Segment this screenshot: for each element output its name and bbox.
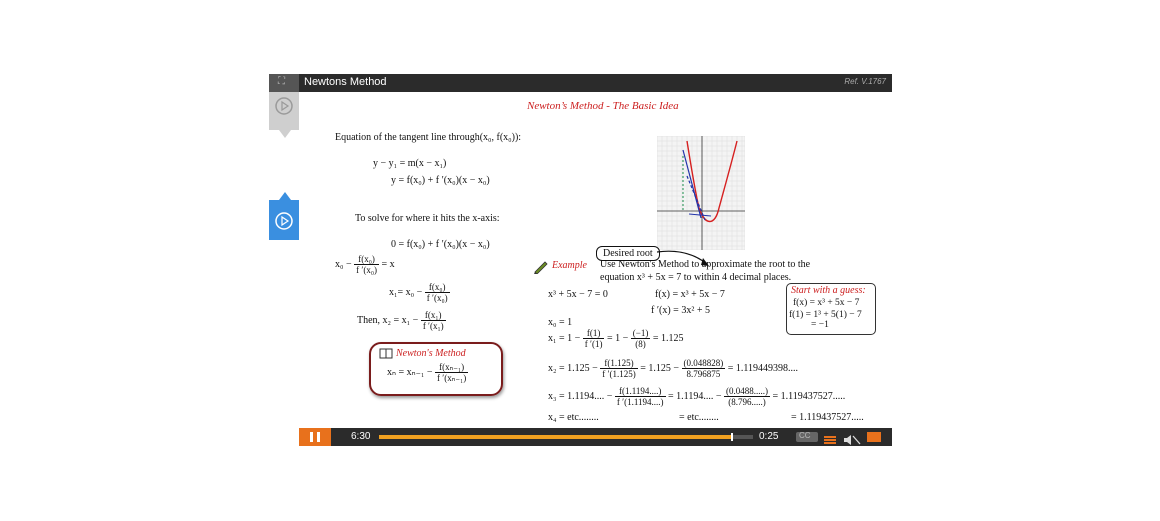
x1-left: x₁ = 1 − xyxy=(548,332,581,344)
numerator: f(1) xyxy=(583,328,605,339)
numerator: f(1.1194....) xyxy=(615,386,666,397)
eq5-left: x₁= x₀ − xyxy=(389,286,423,298)
denominator: 8.796875 xyxy=(686,369,721,379)
mute-button[interactable] xyxy=(843,432,861,442)
function-graph xyxy=(657,136,745,250)
book-icon xyxy=(379,348,393,359)
function-definition: f(x) = x³ + 5x − 7 xyxy=(655,289,725,300)
eq4-right: = x xyxy=(381,258,395,270)
tab-pointer xyxy=(279,130,291,138)
fraction xyxy=(615,386,666,407)
pause-icon xyxy=(317,432,320,442)
progress-bar[interactable] xyxy=(379,435,753,439)
fraction xyxy=(354,254,379,275)
playback-controls xyxy=(299,428,892,446)
sidebar-tab-current[interactable] xyxy=(269,200,299,240)
fraction xyxy=(421,310,446,331)
desired-root-callout: Desired root xyxy=(596,246,660,261)
formula-left: xₙ = xₙ₋₁ − xyxy=(387,366,433,378)
expand-icon: ⛶ xyxy=(278,76,285,87)
fraction xyxy=(724,386,770,407)
progress-fill xyxy=(379,435,732,439)
volume-slider[interactable] xyxy=(867,432,881,442)
progress-handle[interactable] xyxy=(731,433,733,441)
transcript-button[interactable] xyxy=(823,432,837,442)
example-equation: x³ + 5x − 7 = 0 xyxy=(548,289,608,300)
mute-icon xyxy=(843,435,861,445)
initial-guess-box xyxy=(786,283,876,335)
slide xyxy=(299,92,892,428)
numerator: f(x₀) xyxy=(354,254,379,265)
fraction xyxy=(435,362,468,383)
guess-title: Start with a guess: xyxy=(791,285,866,296)
play-circle-icon xyxy=(269,200,299,240)
fraction xyxy=(583,328,605,349)
x2-mid: = 1.125 − xyxy=(640,362,680,374)
video-player xyxy=(269,74,892,446)
iteration-x4: x₄ = etc........ xyxy=(548,412,599,423)
fraction xyxy=(425,282,450,303)
denominator: f ′(x₀) xyxy=(426,293,448,303)
denominator: (8.796.....) xyxy=(728,397,766,407)
x2-left: x₂ = 1.125 − xyxy=(548,362,598,374)
iteration-x1 xyxy=(548,328,683,349)
slide-heading: Newton’s Method - The Basic Idea xyxy=(527,100,679,112)
guess-line-1: f(x) = x³ + 5x − 7 xyxy=(793,298,860,308)
iteration-x4-result: = 1.119437527..... xyxy=(791,412,864,423)
denominator: f ′(xₙ₋₁) xyxy=(437,373,467,383)
sidebar xyxy=(269,74,299,446)
play-circle-icon xyxy=(269,92,299,130)
fraction xyxy=(682,358,726,379)
denominator: f ′(x₀) xyxy=(356,265,377,275)
transcript-icon xyxy=(823,435,837,445)
eq6-left: Then, x₂ = x₁ − xyxy=(357,314,419,326)
pause-button[interactable] xyxy=(299,428,331,446)
newtons-formula xyxy=(387,362,468,383)
time-elapsed: 6:30 xyxy=(351,431,371,442)
derivative-definition: f ′(x) = 3x² + 5 xyxy=(651,305,710,316)
numerator: (0.048828) xyxy=(683,358,724,368)
denominator: f ′(1) xyxy=(584,339,603,349)
guess-line-3: = −1 xyxy=(811,320,829,330)
denominator: (8) xyxy=(635,339,646,349)
iteration-x2 xyxy=(548,358,798,379)
numerator: (0.0488.....) xyxy=(725,386,768,396)
sidebar-tab-previous[interactable] xyxy=(269,92,299,130)
numerator: f(1.125) xyxy=(600,358,637,369)
x1-result: = 1.125 xyxy=(652,332,684,344)
numerator: f(x₀) xyxy=(425,282,450,293)
equation-point-slope: y − y₁ = m(x − x₁) xyxy=(373,158,447,169)
iteration-x3 xyxy=(548,386,845,407)
equation-x2 xyxy=(357,310,446,331)
example-text-line-1: Use Newton's Method to approximate the root to the xyxy=(600,259,811,270)
numerator: f(xₙ₋₁) xyxy=(435,362,468,373)
closed-captions-button[interactable] xyxy=(796,432,818,442)
graph-grid xyxy=(657,136,745,250)
tangent-intro: Equation of the tangent line through(x₀, f(x₀)): xyxy=(335,132,522,143)
denominator: f ′(x₁) xyxy=(422,321,444,331)
closed-captions-icon: CC xyxy=(799,431,811,440)
x1-mid: = 1 − xyxy=(606,332,629,344)
x3-result: = 1.119437527..... xyxy=(772,390,846,402)
pause-icon xyxy=(310,432,313,442)
reference-code: Ref. V.1767 xyxy=(844,77,886,86)
equation-tangent: y = f(x₀) + f ′(x₀)(x − x₀) xyxy=(391,175,490,186)
box-title: Newton's Method xyxy=(396,348,466,359)
numerator: f(x₁) xyxy=(421,310,446,321)
expand-button[interactable] xyxy=(269,74,299,92)
iteration-x4-mid: = etc........ xyxy=(679,412,719,423)
iteration-x0: x₀ = 1 xyxy=(548,317,573,328)
numerator: (−1) xyxy=(632,328,649,338)
x3-mid: = 1.1194.... − xyxy=(668,390,722,402)
pencil-icon xyxy=(533,260,549,274)
guess-line-2: f(1) = 1³ + 5(1) − 7 xyxy=(789,310,862,320)
example-label: Example xyxy=(552,260,587,271)
fraction xyxy=(600,358,637,379)
equation-x1 xyxy=(389,282,450,303)
newtons-method-box xyxy=(369,342,503,396)
equation-zero: 0 = f(x₀) + f ′(x₀)(x − x₀) xyxy=(391,239,490,250)
example-text-line-2: equation x³ + 5x = 7 to within 4 decimal places. xyxy=(600,272,792,283)
denominator: f ′(1.1194....) xyxy=(616,397,664,407)
tab-pointer-active xyxy=(279,192,291,200)
x2-result: = 1.119449398.... xyxy=(727,362,799,374)
x3-left: x₃ = 1.1194.... − xyxy=(548,390,613,402)
fraction xyxy=(631,328,651,349)
equation-solve-x xyxy=(335,254,395,275)
time-remaining: 0:25 xyxy=(759,431,779,442)
video-title: Newtons Method xyxy=(304,76,387,88)
title-bar xyxy=(299,74,892,92)
denominator: f ′(1.125) xyxy=(602,369,636,379)
solve-intro: To solve for where it hits the x-axis: xyxy=(355,213,500,224)
eq4-left: x₀ − xyxy=(335,258,352,270)
